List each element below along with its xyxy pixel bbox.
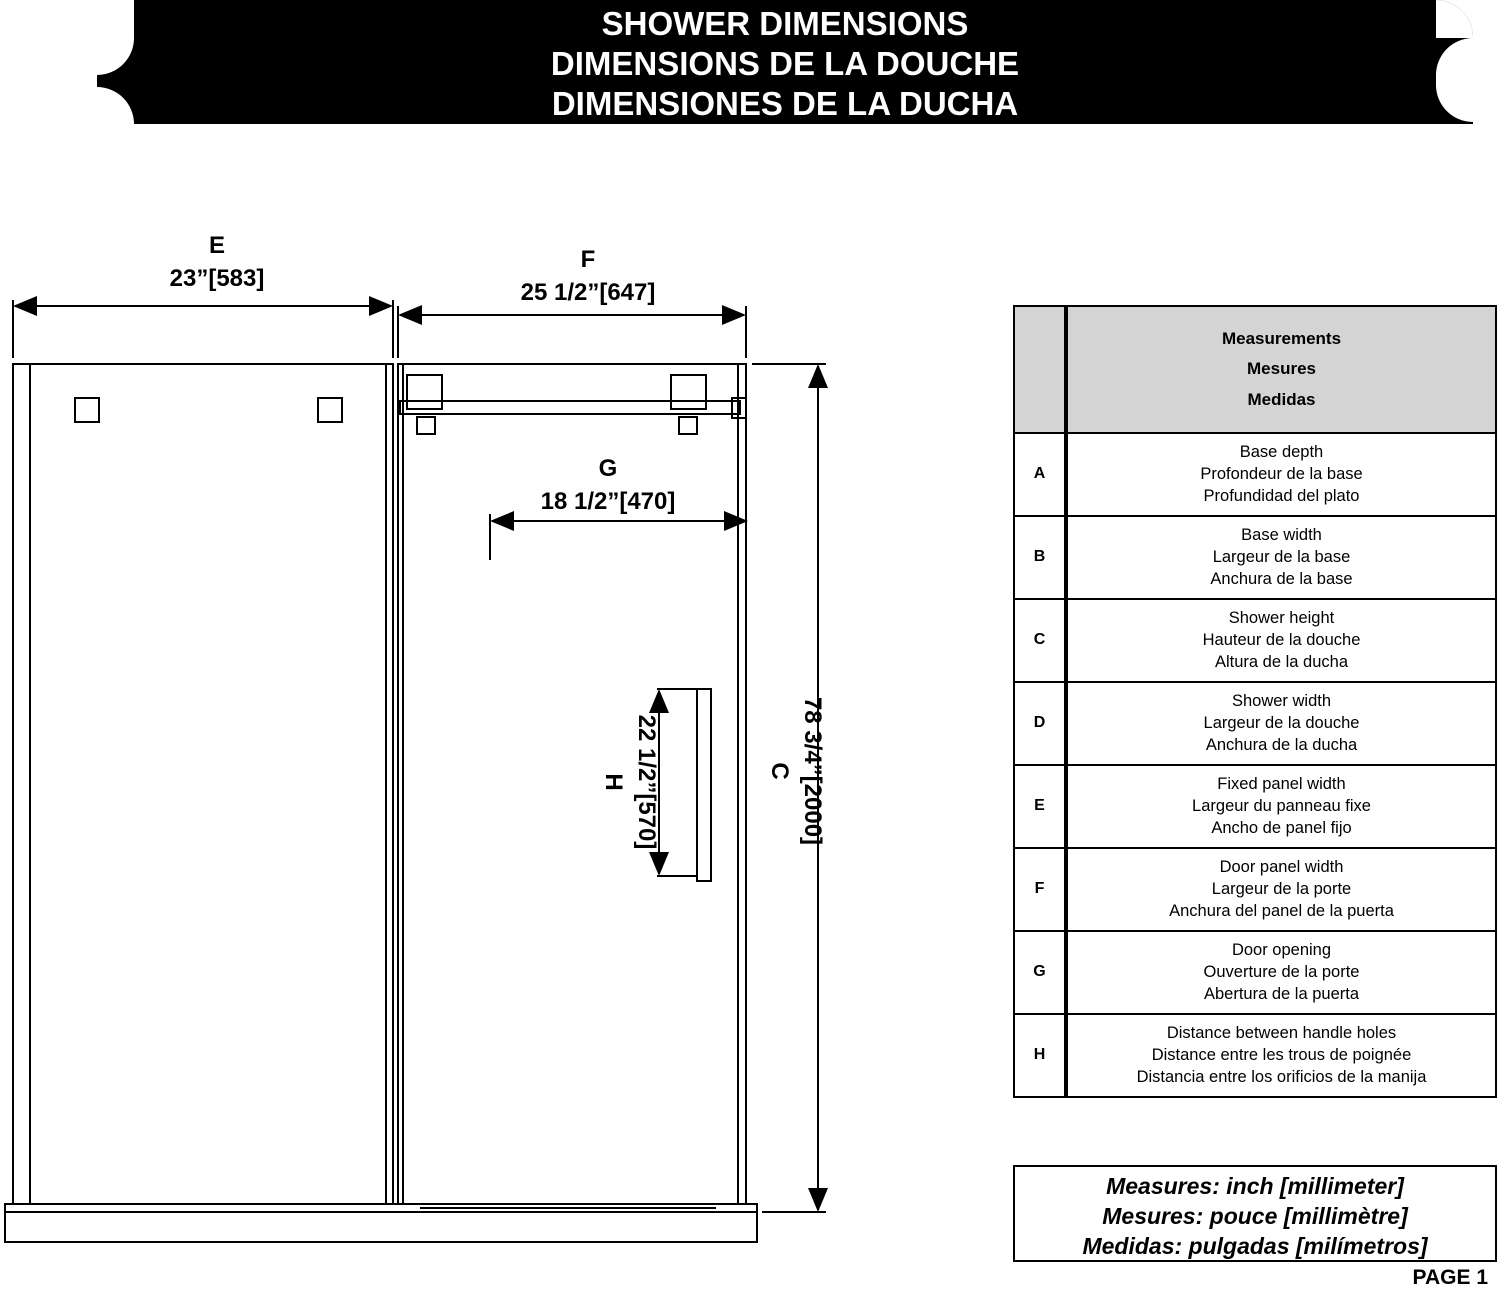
row-key: D	[1014, 682, 1066, 765]
description-line: Door opening	[1231, 941, 1332, 960]
header-title-en: SHOWER DIMENSIONS	[601, 5, 969, 42]
row-description	[1066, 931, 1496, 1014]
row-description	[1066, 1014, 1496, 1097]
dimension-f-letter: F	[580, 246, 596, 273]
table-row	[1014, 765, 1496, 848]
units-note-es: Medidas: pulgadas [milímetros]	[1082, 1233, 1428, 1259]
dimension-h-letter: H	[600, 773, 627, 791]
description-line: Profondeur de la base	[1200, 465, 1363, 484]
row-key: F	[1014, 848, 1066, 931]
description-line: Anchura del panel de la puerta	[1169, 902, 1394, 921]
fixed-panel	[13, 364, 393, 1204]
description-line: Profundidad del plato	[1203, 487, 1360, 506]
units-note-en: Measures: inch [millimeter]	[1106, 1173, 1404, 1199]
row-description	[1066, 848, 1496, 931]
table-row	[1014, 931, 1496, 1014]
row-key: A	[1014, 433, 1066, 516]
fixed-panel-bracket-right	[318, 398, 342, 422]
row-description	[1066, 765, 1496, 848]
row-description	[1066, 599, 1496, 682]
header-line-fr: Mesures	[1247, 359, 1316, 379]
table-row	[1014, 682, 1496, 765]
dimension-f-value: 25 1/2”[647]	[520, 279, 656, 306]
sliding-rail	[400, 401, 740, 414]
description-line: Door panel width	[1219, 858, 1344, 877]
description-line: Distance between handle holes	[1166, 1024, 1397, 1043]
page-number: PAGE 1	[1412, 1266, 1488, 1289]
description-line: Altura de la ducha	[1214, 653, 1348, 672]
description-line: Hauteur de la douche	[1202, 631, 1361, 650]
measurements-table	[1013, 305, 1497, 1098]
table-row	[1014, 599, 1496, 682]
table-header-cell	[1066, 306, 1496, 433]
description-line: Largeur de la douche	[1203, 714, 1360, 733]
dimension-f	[398, 306, 746, 358]
header-line-es: Medidas	[1247, 389, 1316, 409]
description-line: Fixed panel width	[1217, 775, 1346, 794]
table-row	[1014, 433, 1496, 516]
header-title-fr: DIMENSIONS DE LA DOUCHE	[550, 45, 1020, 82]
dimension-e-value: 23”[583]	[169, 265, 265, 292]
description-line: Ancho de panel fijo	[1211, 819, 1352, 838]
dimension-g-letter: G	[598, 455, 618, 482]
dimension-c-value: 78 3/4”[2000]	[799, 696, 826, 846]
dimension-c-letter: C	[766, 762, 793, 780]
dimension-h-value: 22 1/2”[570]	[633, 714, 660, 850]
row-description	[1066, 682, 1496, 765]
row-key: E	[1014, 765, 1066, 848]
description-line: Base depth	[1239, 443, 1324, 462]
dimension-g	[490, 514, 746, 560]
shower-base	[5, 1204, 757, 1242]
description-line: Largeur de la base	[1212, 548, 1351, 567]
description-line: Distancia entre los orificios de la manija	[1136, 1068, 1427, 1087]
measurements-table-header	[1014, 306, 1496, 433]
description-line: Shower height	[1228, 609, 1335, 628]
row-key: B	[1014, 516, 1066, 599]
row-key: H	[1014, 1014, 1066, 1097]
description-line: Distance entre les trous de poignée	[1151, 1046, 1412, 1065]
row-key: C	[1014, 599, 1066, 682]
table-row	[1014, 848, 1496, 931]
header-title-es: DIMENSIONES DE LA DUCHA	[551, 85, 1019, 122]
dimension-e	[13, 300, 393, 358]
door-handle	[697, 689, 711, 881]
table-row	[1014, 1014, 1496, 1097]
row-description	[1066, 433, 1496, 516]
description-line: Anchura de la base	[1210, 570, 1353, 589]
row-key: G	[1014, 931, 1066, 1014]
description-line: Abertura de la puerta	[1203, 985, 1360, 1004]
description-line: Ouverture de la porte	[1203, 963, 1360, 982]
description-line: Largeur du panneau fixe	[1192, 797, 1371, 816]
fixed-panel-bracket-left	[75, 398, 99, 422]
roller-right	[671, 375, 706, 409]
roller-left	[407, 375, 442, 409]
description-line: Base width	[1241, 526, 1322, 545]
row-description	[1066, 516, 1496, 599]
table-row	[1014, 516, 1496, 599]
description-line: Shower width	[1231, 692, 1332, 711]
header-line-en: Measurements	[1221, 328, 1342, 348]
units-note	[1013, 1165, 1497, 1262]
units-note-fr: Mesures: pouce [millimètre]	[1102, 1203, 1408, 1229]
description-line: Largeur de la porte	[1211, 880, 1352, 899]
dimension-e-letter: E	[208, 232, 226, 259]
description-line: Anchura de la ducha	[1205, 736, 1358, 755]
dimension-g-value: 18 1/2”[470]	[540, 488, 676, 515]
